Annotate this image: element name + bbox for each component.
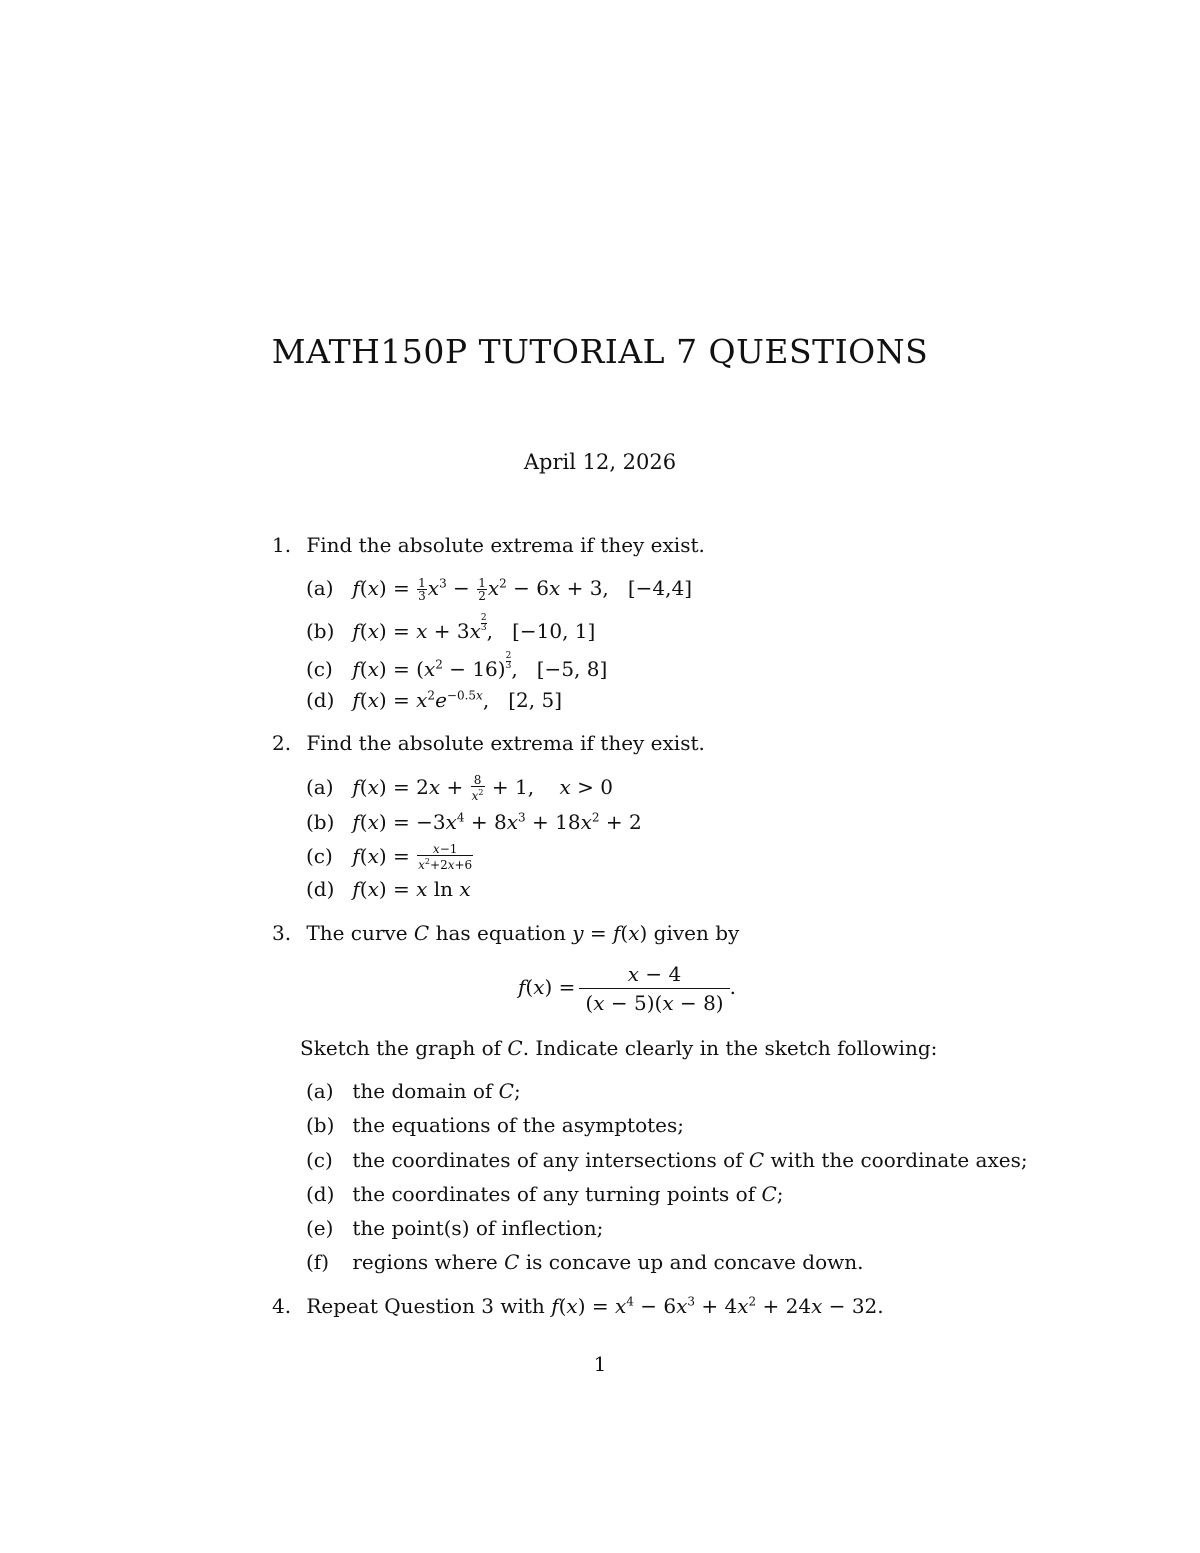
item-label: (a) bbox=[306, 576, 334, 600]
question-4 bbox=[272, 1294, 884, 1318]
q3-item-c bbox=[306, 1148, 1028, 1172]
item-label: (c) bbox=[306, 656, 333, 681]
question-1 bbox=[272, 533, 705, 557]
math-symbol: C bbox=[507, 1036, 523, 1060]
item-label: (d) bbox=[306, 688, 335, 712]
math-expression: f(x) = $\frac{1}{3}$ $x^3$ − $\frac{1}{2}$ $x^2 - 6x + 3$, [−4,4] bbox=[352, 576, 693, 603]
math-expression: $f(x) = x^4 - 6x^3 + 4x^2 + 24x - 32$. bbox=[551, 1294, 884, 1318]
item-label: (a) bbox=[306, 1079, 334, 1103]
q2-item-a bbox=[306, 774, 613, 802]
page-title: MATH150P TUTORIAL 7 QUESTIONS bbox=[271, 332, 929, 371]
math-symbol: C bbox=[748, 1148, 765, 1172]
q1-item-b bbox=[306, 614, 595, 643]
question-2 bbox=[272, 731, 705, 755]
math-expression: y = f(x) bbox=[572, 921, 648, 945]
q2-item-b bbox=[306, 810, 642, 834]
math-expression: $f(x) = (x^2 - 16)$ $\frac{2}{3}$ , [−5, 8] bbox=[352, 651, 608, 681]
q3-item-d bbox=[306, 1182, 784, 1206]
item-text: the coordinates of any turning points of bbox=[352, 1182, 756, 1206]
item-label: (d) bbox=[306, 877, 335, 901]
item-label: (d) bbox=[306, 1182, 335, 1206]
item-text: the domain of bbox=[352, 1079, 493, 1103]
item-label: (c) bbox=[306, 843, 333, 868]
question-text: Find the absolute extrema if they exist. bbox=[306, 533, 705, 557]
question-text: given by bbox=[653, 921, 740, 945]
q3-item-e bbox=[306, 1216, 603, 1240]
question-number: 1. bbox=[272, 533, 292, 557]
question-text: has equation bbox=[435, 921, 566, 945]
item-label: (f) bbox=[306, 1250, 330, 1274]
math-expression: f(x) = $\frac{x-1}{x^2+2x+6}$ bbox=[352, 842, 473, 872]
item-text: with the coordinate axes; bbox=[770, 1148, 1028, 1172]
item-label: (b) bbox=[306, 1113, 335, 1137]
item-label: (b) bbox=[306, 618, 335, 643]
question-number: 4. bbox=[272, 1294, 292, 1318]
q3-item-f bbox=[306, 1250, 863, 1274]
item-text: is concave up and concave down. bbox=[525, 1250, 864, 1274]
q2-item-d bbox=[306, 877, 471, 901]
item-text: ; bbox=[776, 1182, 784, 1206]
math-expression: $f(x) = -3x^4 + 8x^3 + 18x^2 + 2$ bbox=[352, 810, 642, 834]
math-expression: $f(x) = x^2e^{-0.5x}$, [2, 5] bbox=[352, 688, 563, 712]
math-expression: f(x) = x + 3x $\frac{2}{3}$ , [−10, 1] bbox=[352, 613, 596, 643]
display-equation: f(x) = $\frac{x - 4}{(x - 5)(x - 8)}$ . bbox=[518, 962, 736, 1015]
question-number: 2. bbox=[272, 731, 292, 755]
math-expression: f(x) = 2x + $\frac{8}{x^2}$ + 1, x > 0 bbox=[352, 773, 613, 803]
item-label: (e) bbox=[306, 1216, 334, 1240]
item-text: the point(s) of inflection; bbox=[352, 1216, 604, 1240]
item-label: (a) bbox=[306, 774, 334, 799]
document-date: April 12, 2026 bbox=[523, 450, 677, 474]
q3-item-a bbox=[306, 1079, 521, 1103]
item-text: regions where bbox=[352, 1250, 498, 1274]
math-symbol: C bbox=[504, 1250, 520, 1274]
item-label: (c) bbox=[306, 1148, 333, 1172]
sketch-instruction bbox=[300, 1036, 937, 1060]
item-text: ; bbox=[513, 1079, 521, 1103]
question-3 bbox=[272, 921, 739, 945]
page-number: 1 bbox=[593, 1352, 607, 1376]
instruction-text: Sketch the graph of bbox=[300, 1036, 502, 1060]
question-text: Repeat Question 3 with bbox=[306, 1294, 545, 1318]
item-label: (b) bbox=[306, 810, 335, 834]
math-symbol: C bbox=[498, 1079, 514, 1103]
q3-item-b bbox=[306, 1113, 684, 1137]
item-text: the equations of the asymptotes; bbox=[352, 1113, 685, 1137]
question-text: The curve bbox=[306, 921, 408, 945]
math-symbol: C bbox=[413, 921, 430, 945]
instruction-text: . Indicate clearly in the sketch following: bbox=[522, 1036, 938, 1060]
question-text: Find the absolute extrema if they exist. bbox=[306, 731, 705, 755]
q1-item-a bbox=[306, 576, 692, 602]
q1-item-d bbox=[306, 688, 562, 712]
math-symbol: C bbox=[761, 1182, 777, 1206]
question-number: 3. bbox=[272, 921, 292, 945]
math-expression: f(x) = x ln x bbox=[352, 877, 471, 901]
q1-item-c bbox=[306, 652, 607, 681]
q2-item-c bbox=[306, 843, 474, 871]
item-text: the coordinates of any intersections of bbox=[352, 1148, 743, 1172]
